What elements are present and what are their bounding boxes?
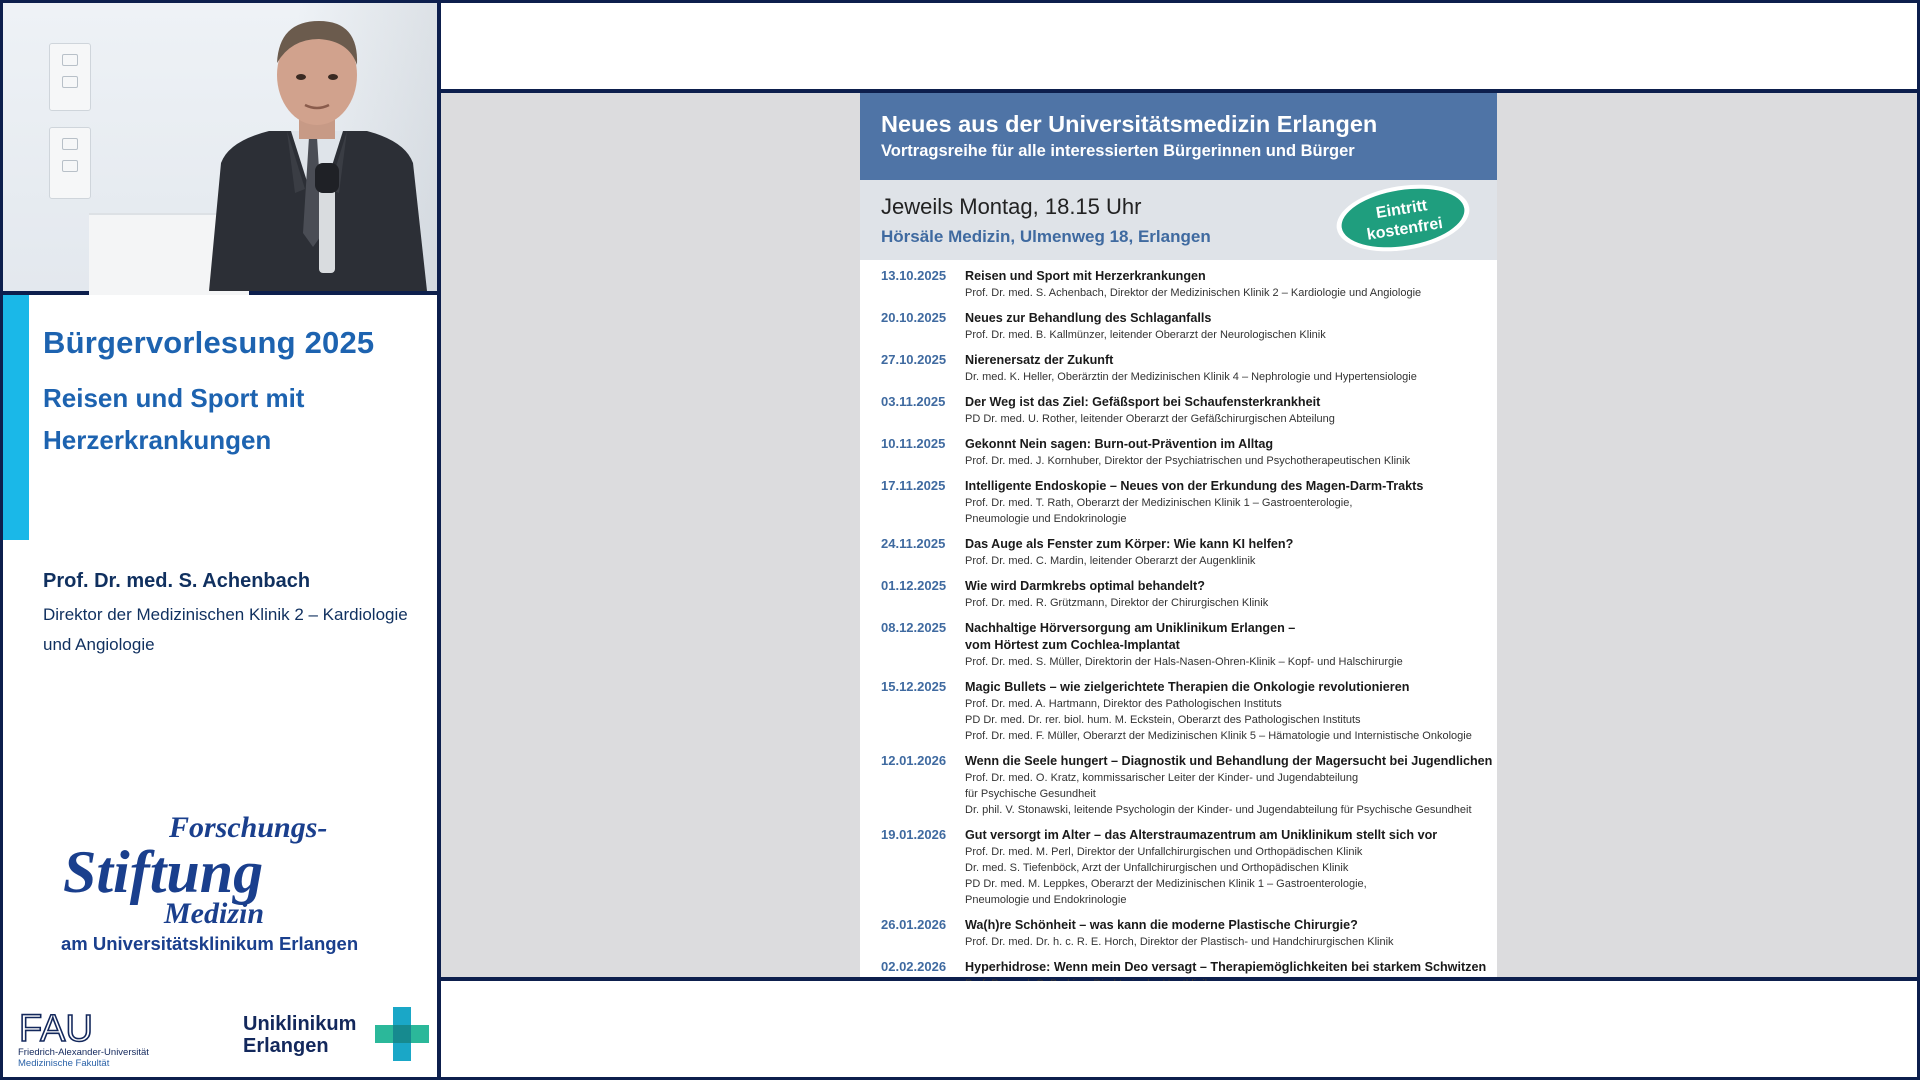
event-date: 02.02.2026 xyxy=(881,959,947,974)
talk-title: Reisen und Sport mit Herzerkrankungen xyxy=(43,383,305,455)
event-row xyxy=(860,478,1497,527)
event-title: Der Weg ist das Ziel: Gefäßsport bei Schaufensterkrankheit xyxy=(965,395,1321,409)
fau-faculty: Medizinische Fakultät xyxy=(18,1058,110,1069)
event-speaker: Dr. med. K. Heller, Oberärztin der Medizinischen Klinik 4 – Nephrologie und Hypertensiologie xyxy=(965,371,1417,383)
accent-bar xyxy=(3,295,29,540)
event-speaker: Prof. Dr. med. C. Mardin, leitender Oberarzt der Augenklinik xyxy=(965,555,1256,567)
event-poster xyxy=(860,93,1497,977)
series-title: Bürgervorlesung 2025 xyxy=(43,325,375,360)
event-row xyxy=(860,827,1497,908)
event-speaker: Prof. Dr. med. Dr. h. c. R. E. Horch, Direktor der Plastisch- und Handchirurgischen Klinik xyxy=(965,936,1394,948)
wall-switch-top xyxy=(49,43,91,111)
event-date: 15.12.2025 xyxy=(881,679,947,694)
event-date: 10.11.2025 xyxy=(881,436,946,451)
location-text: Hörsäle Medizin, Ulmenweg 18, Erlangen xyxy=(881,227,1211,246)
event-speaker: für Psychische Gesundheit xyxy=(965,788,1096,800)
event-title: Gekonnt Nein sagen: Burn-out-Prävention im Alltag xyxy=(965,437,1274,451)
event-list xyxy=(860,268,1497,1017)
event-title: Reisen und Sport mit Herzerkrankungen xyxy=(965,269,1206,283)
fau-abbrev: FAU xyxy=(19,1008,93,1050)
event-date: 08.12.2025 xyxy=(881,620,947,635)
event-speaker: Prof. Dr. med. M. Perl, Direktor der Unfallchirurgischen und Orthopädischen Klinik xyxy=(965,846,1363,858)
poster-header xyxy=(860,93,1497,180)
wall-switch-bottom xyxy=(49,127,91,199)
event-speaker: Prof. Dr. med. A. Hartmann, Direktor des Pathologischen Instituts xyxy=(965,698,1282,710)
slide-top-margin xyxy=(441,3,1917,89)
event-title: Intelligente Endoskopie – Neues von der Erkundung des Magen-Darm-Trakts xyxy=(965,479,1424,493)
event-date: 12.01.2026 xyxy=(881,753,947,768)
event-date: 19.01.2026 xyxy=(881,827,947,842)
event-date: 26.01.2026 xyxy=(881,917,947,932)
event-speaker: Pneumologie und Endokrinologie xyxy=(965,894,1127,906)
badge-line2: kostenfrei xyxy=(1365,214,1444,244)
event-date: 13.10.2025 xyxy=(881,268,947,283)
event-title: Nachhaltige Hörversorgung am Uniklinikum Erlangen – xyxy=(965,621,1296,635)
event-date: 27.10.2025 xyxy=(881,352,947,367)
event-speaker: Prof. Dr. med. S. Achenbach, Direktor der Medizinischen Klinik 2 – Kardiologie und Angiologie xyxy=(965,287,1422,299)
event-speaker: Prof. Dr. med. O. Kratz, kommissarischer Leiter der Kinder- und Jugendabteilung xyxy=(965,772,1359,784)
speaker-name: Prof. Dr. med. S. Achenbach xyxy=(43,570,311,592)
event-row xyxy=(860,917,1497,950)
event-date: 01.12.2025 xyxy=(881,578,947,593)
event-row xyxy=(860,394,1497,427)
poster-info-band xyxy=(860,180,1497,260)
event-row xyxy=(860,268,1497,301)
event-speaker: Prof. Dr. med. R. Grützmann, Direktor der Chirurgischen Klinik xyxy=(965,597,1269,609)
event-date: 03.11.2025 xyxy=(881,394,946,409)
event-title: Gut versorgt im Alter – das Alterstraumazentrum am Uniklinikum stellt sich vor xyxy=(965,828,1438,842)
speaker-role: Direktor der Medizinischen Klinik 2 – Kardiologie und Angiologie xyxy=(43,605,408,654)
poster-title: Neues aus der Universitätsmedizin Erlangen xyxy=(881,111,1378,137)
event-row xyxy=(860,310,1497,343)
fau-name: Friedrich-Alexander-Universität xyxy=(18,1047,149,1058)
uniklinikum-cross-icon xyxy=(375,1007,429,1061)
talk-info-panel xyxy=(3,295,437,1077)
uk-line1: Uniklinikum xyxy=(243,1013,357,1035)
event-date: 20.10.2025 xyxy=(881,310,947,325)
event-speaker: Pneumologie und Endokrinologie xyxy=(965,513,1127,525)
event-row xyxy=(860,679,1497,744)
poster-subtitle: Vortragsreihe für alle interessierten Bürgerinnen und Bürger xyxy=(881,142,1355,160)
logo-line-forschungs: Forschungs- xyxy=(169,811,328,844)
event-speaker: Prof. Dr. med. F. Müller, Oberarzt der Medizinischen Klinik 5 – Hämatologie und Internistische Onkologie xyxy=(965,730,1472,742)
uk-line2: Erlangen xyxy=(243,1035,329,1057)
event-speaker: Prof. Dr. med. J. Kornhuber, Direktor der Psychiatrischen und Psychotherapeutischen Klinik xyxy=(965,455,1411,467)
event-speaker: PD Dr. med. U. Rother, leitender Oberarzt der Gefäßchirurgischen Abteilung xyxy=(965,413,1335,425)
event-speaker: Prof. Dr. med. B. Kallmünzer, leitender Oberarzt der Neurologischen Klinik xyxy=(965,329,1326,341)
event-row xyxy=(860,620,1497,670)
event-speaker: PD Dr. med. Dr. rer. biol. hum. M. Eckstein, Oberarzt des Pathologischen Instituts xyxy=(965,714,1361,726)
schedule-text: Jeweils Montag, 18.15 Uhr xyxy=(881,194,1142,219)
uniklinikum-wordmark xyxy=(243,1013,356,1057)
event-date: 24.11.2025 xyxy=(881,536,946,551)
logo-line-medizin: Medizin xyxy=(164,897,265,930)
presentation-slide xyxy=(441,93,1917,977)
event-row xyxy=(860,578,1497,611)
event-speaker: PD Dr. med. M. Leppkes, Oberarzt der Medizinischen Klinik 1 – Gastroenterologie, xyxy=(965,878,1367,890)
badge-line1: Eintritt xyxy=(1374,197,1429,223)
event-title: Neues zur Behandlung des Schlaganfalls xyxy=(965,311,1212,325)
left-panel xyxy=(3,3,437,1077)
event-speaker: Dr. phil. V. Stonawski, leitende Psychologin der Kinder- und Jugendabteilung für Psychische Gesundheit xyxy=(965,804,1472,816)
logo-subtitle: am Universitätsklinikum Erlangen xyxy=(61,933,359,954)
event-row xyxy=(860,753,1497,818)
event-date: 17.11.2025 xyxy=(881,478,946,493)
speaker-video xyxy=(3,3,437,291)
event-title: Hyperhidrose: Wenn mein Deo versagt – Therapiemöglichkeiten bei starkem Schwitzen xyxy=(965,960,1487,974)
event-speaker: Prof. Dr. med. S. Müller, Direktorin der Hals-Nasen-Ohren-Klinik – Kopf- und Halschirurgie xyxy=(965,656,1403,668)
event-title: Nierenersatz der Zukunft xyxy=(965,353,1114,367)
event-speaker: Prof. Dr. med. T. Rath, Oberarzt der Medizinischen Klinik 1 – Gastroenterologie, xyxy=(965,497,1353,509)
event-title: Wie wird Darmkrebs optimal behandelt? xyxy=(965,579,1205,593)
slide-bottom-margin xyxy=(441,981,1917,1077)
event-row xyxy=(860,436,1497,469)
event-title: Magic Bullets – wie zielgerichtete Therapien die Onkologie revolutionieren xyxy=(965,680,1410,694)
event-title: Das Auge als Fenster zum Körper: Wie kann KI helfen? xyxy=(965,537,1294,551)
logo-line-stiftung: Stiftung xyxy=(63,839,264,905)
event-title: Wenn die Seele hungert – Diagnostik und Behandlung der Magersucht bei Jugendlichen xyxy=(965,754,1493,768)
event-title: vom Hörtest zum Cochlea-Implantat xyxy=(965,638,1180,652)
event-title: Wa(h)re Schönheit – was kann die moderne Plastische Chirurgie? xyxy=(965,918,1358,932)
event-row xyxy=(860,536,1497,569)
speaker-figure xyxy=(199,13,437,291)
free-entry-badge xyxy=(1333,180,1473,256)
event-row xyxy=(860,352,1497,385)
event-speaker: Dr. med. S. Tiefenböck, Arzt der Unfallchirurgischen und Orthopädischen Klinik xyxy=(965,862,1349,874)
